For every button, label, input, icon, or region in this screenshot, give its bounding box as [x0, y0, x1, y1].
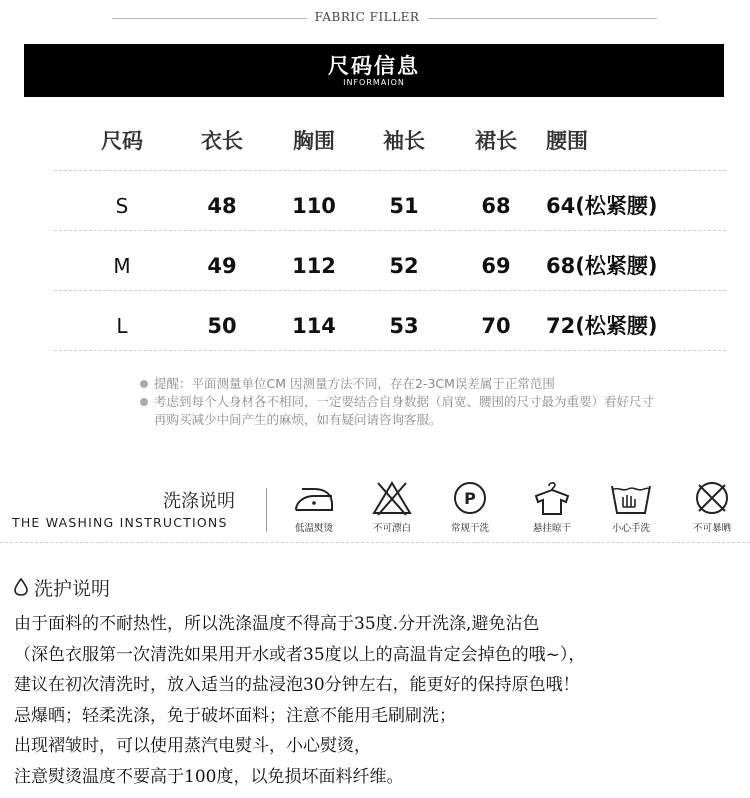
care-line: 忌爆晒；轻柔洗涤，免于破坏面料；注意不能用毛刷刷洗； [14, 705, 456, 726]
wash-symbol-label: 悬挂晾干 [532, 523, 571, 534]
wash-symbol-iron [278, 480, 350, 540]
note-text: 考虑到每个人身材各不相同，一定要结合自身数据（肩宽、腰围的尺寸最为重要）看好尺寸再购买减少中间产生的麻烦，如有疑问请咨询客服。 [154, 394, 655, 427]
care-line: 建议在初次清洗时，放入适当的盐浸泡30分钟左右，能更好的保持原色哦！ [14, 675, 580, 695]
wash-symbol-label: 不可暴晒 [692, 523, 731, 534]
sleeve-cell: 52 [389, 254, 419, 278]
wash-symbol-hand-wash [595, 480, 667, 540]
wash-symbol-label: 低温熨烫 [294, 523, 333, 534]
size-info-subtitle: INFORMAION [343, 78, 405, 87]
size-info-title: 尺码信息 [328, 54, 420, 78]
size-info-banner [24, 44, 724, 97]
wash-symbol-hang-dry [516, 480, 588, 540]
waist-cell: 68(松紧腰) [546, 254, 658, 278]
fabric-filler-label: FABRIC FILLER [314, 10, 420, 24]
care-heading [14, 574, 110, 601]
bust-cell: 110 [292, 194, 336, 218]
dry-clean-p-icon [448, 480, 492, 516]
column-header-sleeve: 袖长 [383, 129, 425, 153]
wash-symbol-label: 不可漂白 [372, 523, 411, 534]
table-row [54, 291, 726, 351]
wash-symbol-no-bleach [356, 480, 428, 540]
waist-cell: 72(松紧腰) [546, 314, 658, 338]
fabric-filler-header [0, 0, 750, 36]
care-line: 由于面料的不耐热性，所以洗涤温度不得高于35度.分开洗涤,避免沾色 [14, 614, 540, 634]
column-header-bust: 胸围 [293, 129, 335, 153]
svg-text:P: P [464, 489, 476, 508]
wash-symbol-dry-clean [434, 480, 506, 540]
column-header-skirt-length: 裙长 [475, 129, 517, 153]
care-line: 注意熨烫温度不要高于100度，以免损坏面料纤维。 [14, 766, 404, 787]
no-bleach-icon [370, 480, 414, 516]
size-table-header-row [54, 112, 726, 171]
column-header-waist: 腰围 [546, 129, 588, 153]
bullet-dot-icon [140, 380, 148, 388]
hand-wash-icon [609, 480, 653, 516]
wash-symbol-label: 小心手洗 [611, 523, 650, 534]
header-rule-right [427, 18, 657, 19]
skirt-length-cell: 69 [481, 254, 511, 278]
skirt-length-cell: 70 [481, 314, 511, 338]
sleeve-cell: 53 [389, 314, 419, 338]
care-heading-text: 洗护说明 [34, 578, 111, 600]
washing-title: 洗涤说明 [163, 491, 235, 512]
skirt-length-cell: 68 [481, 194, 511, 218]
hang-dry-icon [530, 480, 574, 516]
note-item [140, 393, 660, 429]
sleeve-cell: 51 [389, 194, 419, 218]
wash-symbol-label: 常规干洗 [450, 523, 489, 534]
size-cell: M [113, 254, 131, 278]
table-row [54, 231, 726, 291]
bust-cell: 114 [292, 314, 336, 338]
measurement-notes [140, 375, 660, 429]
bust-cell: 112 [292, 254, 336, 278]
iron-low-icon [292, 480, 336, 516]
washing-icons [278, 480, 748, 540]
care-instructions [14, 609, 744, 792]
column-header-size: 尺码 [101, 129, 143, 153]
size-cell: S [115, 194, 129, 218]
note-item [140, 375, 660, 393]
care-line: （深色衣服第一次清洗如果用开水或者35度以上的高温肯定会掉色的哦~）， [14, 644, 586, 665]
note-text: 提醒：平面测量单位CM 因测量方法不同，存在2-3CM误差属于正常范围 [154, 376, 555, 391]
section-divider [0, 542, 750, 543]
water-drop-icon [14, 578, 28, 601]
column-header-length: 衣长 [201, 129, 243, 153]
wash-symbol-no-tumble-dry [676, 480, 748, 540]
waist-cell: 64(松紧腰) [546, 194, 658, 218]
no-tumble-dry-icon [690, 480, 734, 516]
bullet-dot-icon [140, 398, 148, 406]
size-table [54, 112, 726, 351]
table-row [54, 171, 726, 231]
length-cell: 49 [207, 254, 237, 278]
header-rule-left [112, 18, 307, 19]
care-line: 出现褶皱时，可以使用蒸汽电熨斗，小心熨烫， [14, 736, 371, 756]
length-cell: 50 [207, 314, 237, 338]
length-cell: 48 [207, 194, 237, 218]
washing-subtitle: THE WASHING INSTRUCTIONS [12, 515, 228, 530]
washing-divider [266, 488, 267, 532]
size-cell: L [116, 314, 128, 338]
